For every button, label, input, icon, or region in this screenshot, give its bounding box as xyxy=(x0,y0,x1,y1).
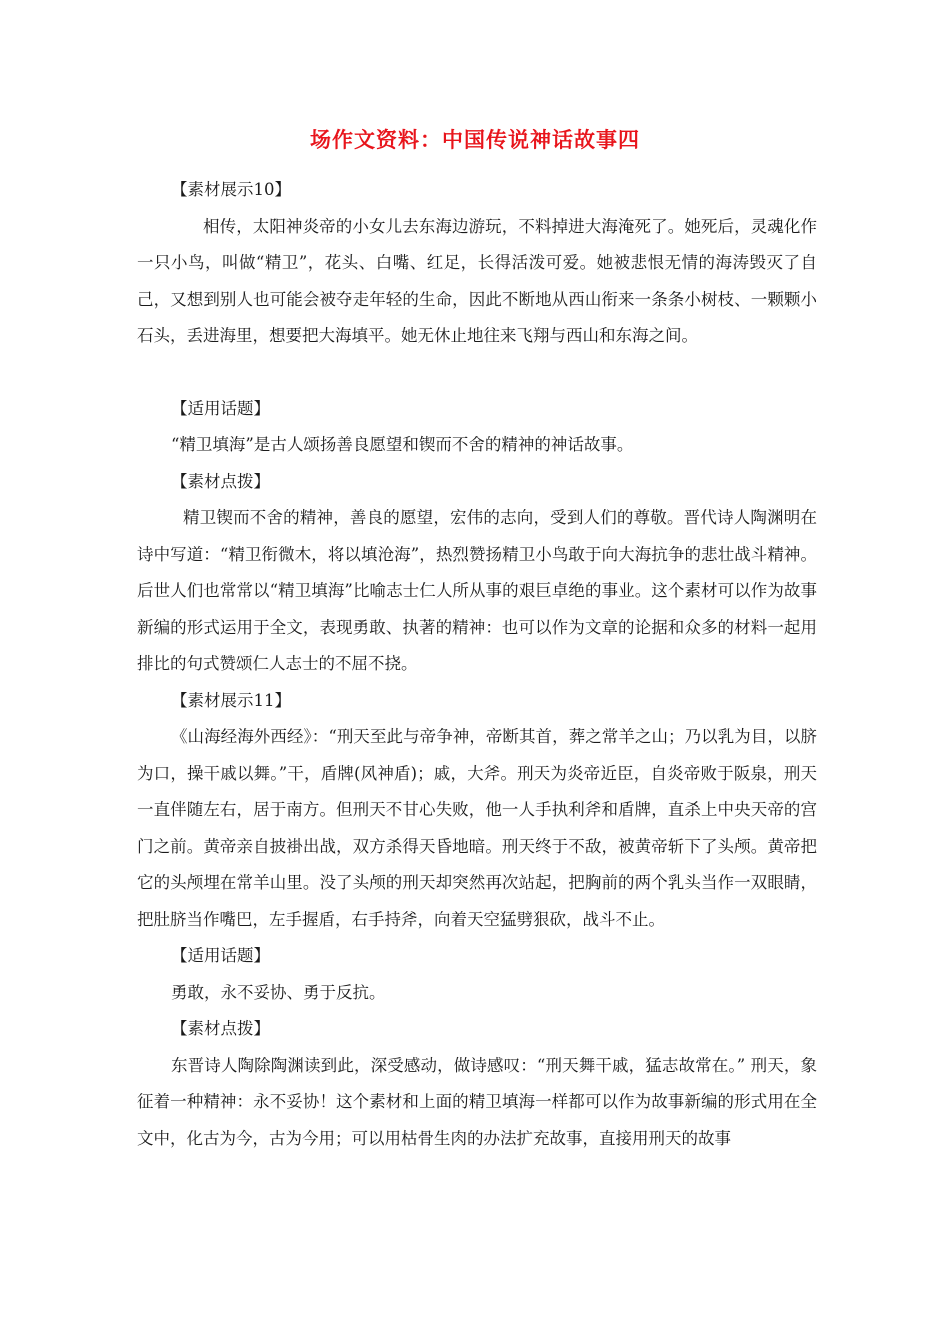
section-heading-tip-1: 【素材点拨】 xyxy=(171,471,270,491)
section-heading-topic-2: 【适用话题】 xyxy=(171,946,270,965)
section-heading-tip-2: 【素材点拨】 xyxy=(171,1019,270,1038)
paragraph-topic-2: 勇敢，永不妥协、勇于反抗。 xyxy=(171,982,386,1002)
section-heading-material-10: 【素材展示10】 xyxy=(171,180,291,199)
spacer xyxy=(137,355,817,391)
document-body xyxy=(137,172,817,1157)
paragraph-tip-2: 东晋诗人陶除陶渊读到此，深受感动，做诗感叹：“刑天舞干戚，猛志故常在。” 刑天，象征着一种精神：永不妥协！这个素材和上面的精卫填海一样都可以作为故事新编的形式用在全文中，化古为今，古为今用；可以用枯骨生肉的办法扩充故事，直接用刑天的故事 xyxy=(137,1055,817,1148)
paragraph-topic-1: “精卫填海”是古人颂扬善良愿望和锲而不舍的精神的神话故事。 xyxy=(171,435,634,454)
paragraph-tip-1: 精卫锲而不舍的精神，善良的愿望，宏伟的志向，受到人们的尊敬。晋代诗人陶渊明在诗中写道：“精卫衔微木，将以填沧海”，热烈赞扬精卫小鸟敢于向大海抗争的悲壮战斗精神。后世人们也常常以“精卫填海”比喻志士仁人所从事的艰巨卓绝的事业。这个素材可以作为故事新编的形式运用于全文，表现勇敢、执著的精神：也可以作为文章的论据和众多的材料一起用排比的句式赞颂仁人志士的不屈不挠。 xyxy=(137,508,817,673)
document-title: 场作文资料：中国传说神话故事四 xyxy=(310,128,640,152)
paragraph-xingtian-story: 《山海经海外西经》：“刑天至此与帝争神，帝断其首，葬之常羊之山；乃以乳为目，以脐为口，操干戚以舞。”干，盾牌(风神盾)；戚，大斧。刑天为炎帝近臣，自炎帝败于阪泉，刑天一直伴随左右，居于南方。但刑天不甘心失败，他一人手执利斧和盾牌，直杀上中央天帝的宫门之前。黄帝亲自披褂出战，双方杀得天昏地暗。刑天终于不敌，被黄帝斩下了头颅。黄帝把它的头颅埋在常羊山里。没了头颅的刑天却突然再次站起，把胸前的两个乳头当作一双眼睛，把肚脐当作嘴巴，左手握盾，右手持斧，向着天空猛劈狠砍，战斗不止。 xyxy=(137,727,817,929)
paragraph-jingwei-story: 相传，太阳神炎帝的小女儿去东海边游玩，不料掉进大海淹死了。她死后，灵魂化作一只小鸟，叫做“精卫”，花头、白嘴、红足，长得活泼可爱。她被悲恨无情的海涛毁灭了自己，又想到别人也可能会被夺走年轻的生命，因此不断地从西山衔来一条条小树枝、一颗颗小石头，丢进海里，想要把大海填平。她无休止地往来飞翔与西山和东海之间。 xyxy=(137,216,817,345)
section-heading-topic-1: 【适用话题】 xyxy=(171,398,270,418)
section-heading-material-11: 【素材展示11】 xyxy=(171,690,291,710)
